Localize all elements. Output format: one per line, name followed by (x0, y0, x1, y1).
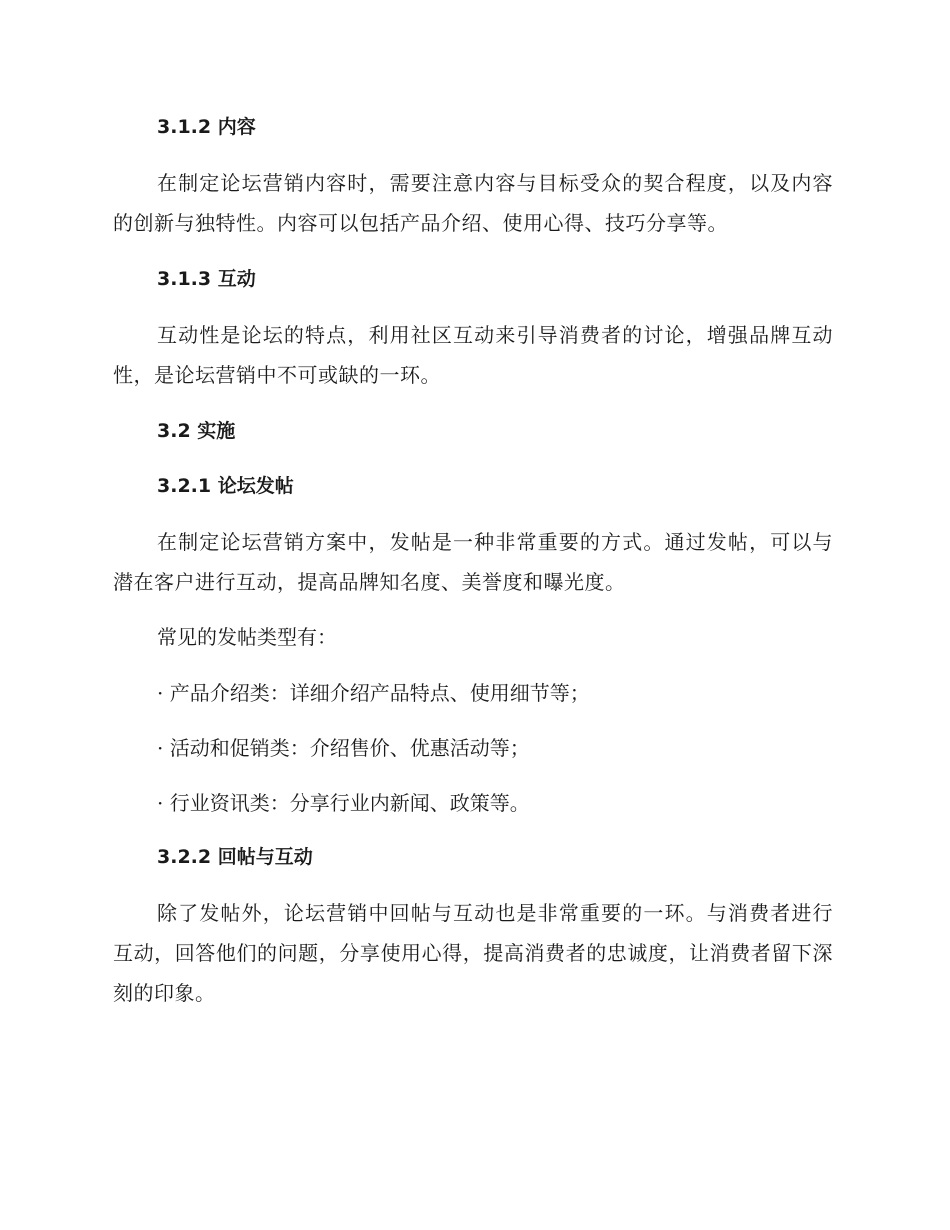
post-type-item: · 行业资讯类：分享行业内新闻、政策等。 (157, 791, 530, 815)
paragraph-interaction: 互动性是论坛的特点，利用社区互动来引导消费者的讨论，增强品牌互动性，是论坛营销中不可或缺的一环。 (113, 323, 833, 387)
post-type-item: · 产品介绍类：详细介绍产品特点、使用细节等； (157, 681, 590, 705)
paragraph-forum-posting: 在制定论坛营销方案中，发帖是一种非常重要的方式。通过发帖，可以与潜在客户进行互动，提高品牌知名度、美誉度和曝光度。 (113, 530, 833, 594)
section-heading-3-1-2: 3.1.2 内容 (157, 116, 256, 138)
paragraph-reply-interaction: 除了发帖外，论坛营销中回帖与互动也是非常重要的一环。与消费者进行互动，回答他们的问题，分享使用心得，提高消费者的忠诚度，让消费者留下深刻的印象。 (113, 901, 833, 1005)
section-heading-3-2-2: 3.2.2 回帖与互动 (157, 846, 313, 868)
section-heading-3-2: 3.2 实施 (157, 420, 236, 442)
section-heading-3-2-1: 3.2.1 论坛发帖 (157, 475, 294, 497)
paragraph-content: 在制定论坛营销内容时，需要注意内容与目标受众的契合程度，以及内容的创新与独特性。内容可以包括产品介绍、使用心得、技巧分享等。 (113, 171, 833, 235)
section-heading-3-1-3: 3.1.3 互动 (157, 268, 256, 290)
post-type-item: · 活动和促销类：介绍售价、优惠活动等； (157, 736, 530, 760)
post-types-intro: 常见的发帖类型有： (157, 625, 337, 649)
